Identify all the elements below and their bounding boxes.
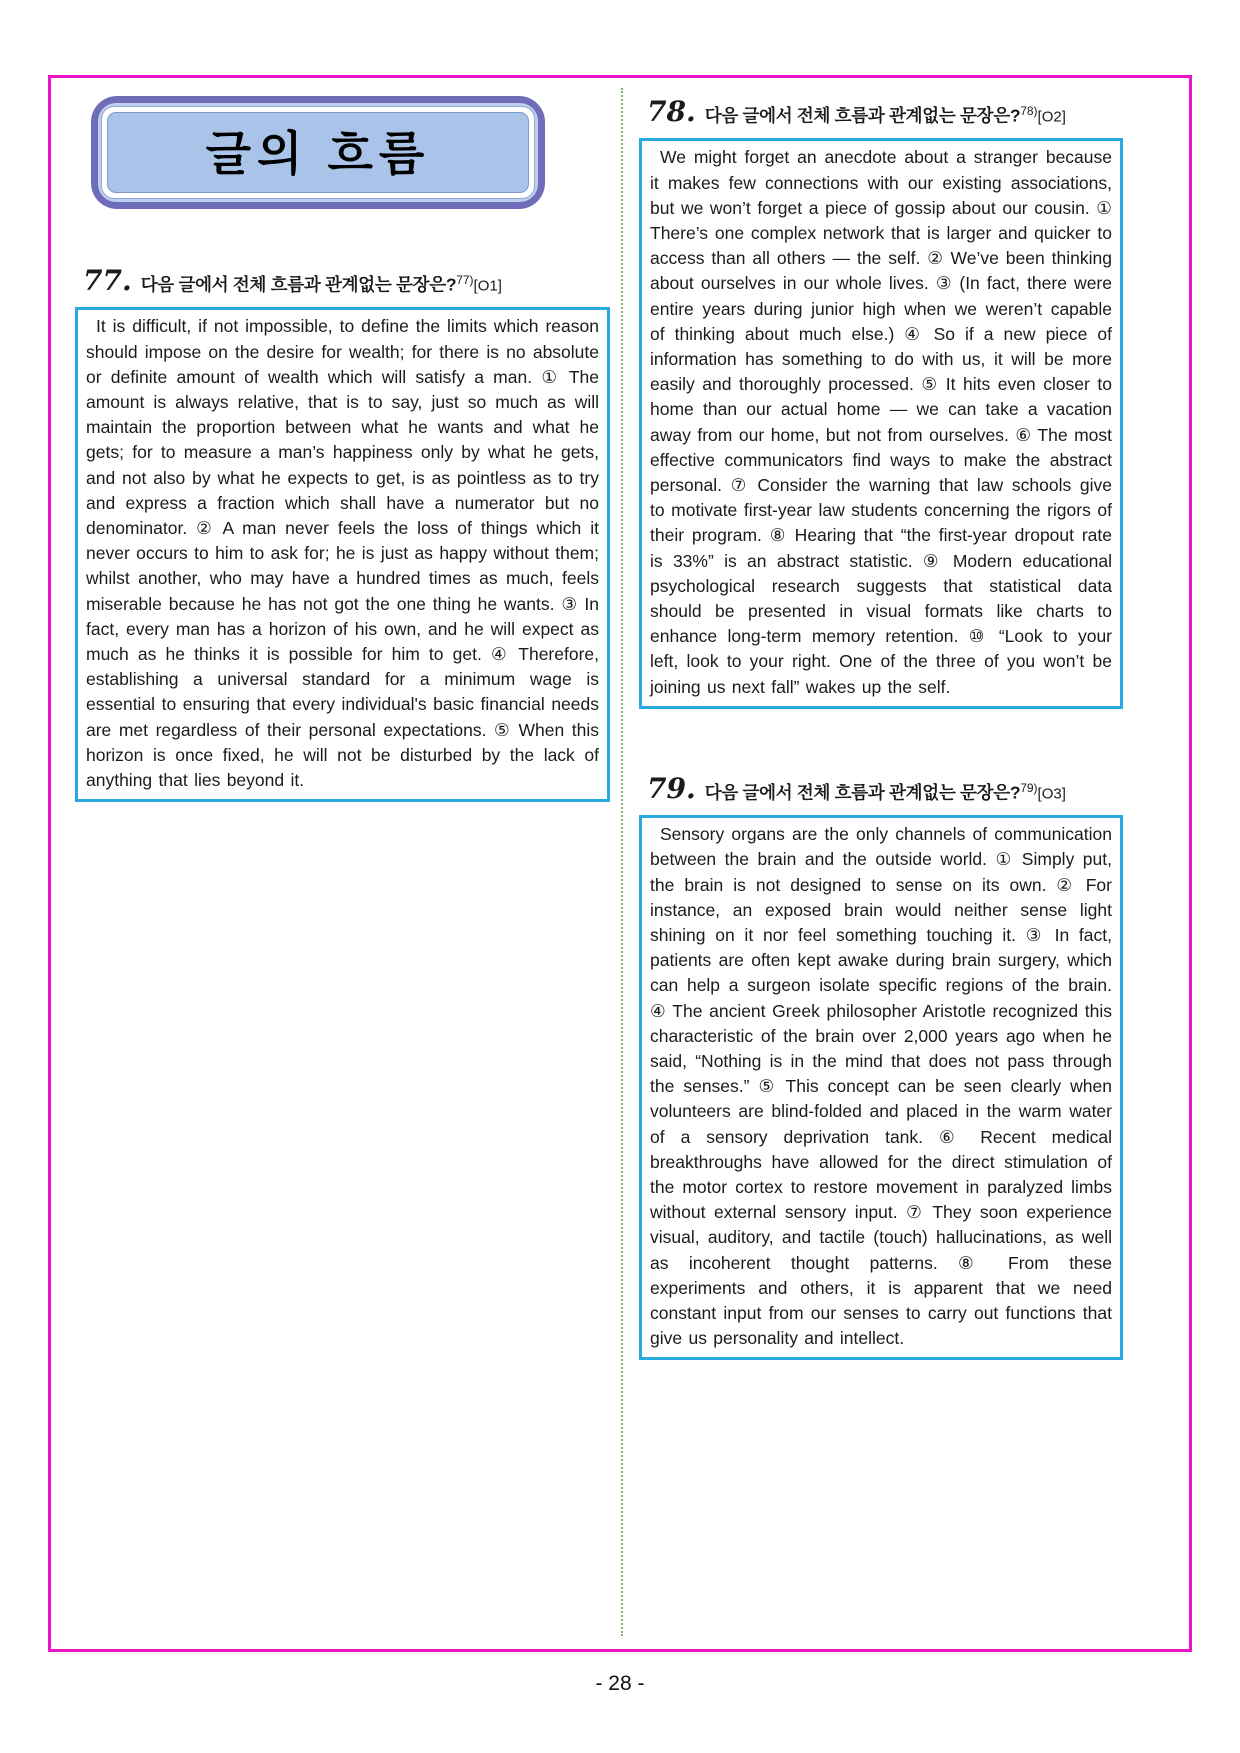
question-79-footnote-ref: 79)	[1020, 780, 1038, 795]
question-77-number: 77.	[83, 264, 132, 298]
page-title: 글의 흐름	[107, 112, 529, 193]
passage-box-77	[75, 307, 610, 802]
question-79-prompt: 다음 글에서 전체 흐름과 관계없는 문장은?	[704, 782, 1021, 803]
passage-text-78: We might forget an anecdote about a stranger because it makes few connections with our existing associations, but we won’t forget a piece of gossip about our cousin. ① There’s one complex network that is larger and quicker to access than all others — the self. ② We’ve been thinking about ourselves in our whole lives. ③ (In fact, there were entire years during junior high when we weren’t capable of thinking about much else.) ④ So if a new piece of information has something to do with us, it will be more easily and thoroughly processed. ⑤ It hits even closer to home than our actual home — we can take a vacation away from our home, but not from ourselves. ⑥ The most effective communicators find ways to make the abstract personal. ⑦ Consider the warning that law schools give to motivate first-year law students concerning the rigors of their program. ⑧ Hearing that “the first-year dropout rate is 33%” is an abstract statistic. ⑨ Modern educational psychological research suggests that statistical data should be presented in visual formats like charts to enhance long-term memory retention. ⑩ “Look to your left, look to your right. One of the three of you won’t be joining us next fall” wakes up the self.	[650, 147, 1112, 697]
question-78-code: [O2]	[1037, 108, 1066, 126]
passage-text-79: Sensory organs are the only channels of communication between the brain and the outside world. ① Simply put, the brain is not designed to sense on its own. ② For instance, an exposed brain would neither sense light shining on it nor feel something touching it. ③ In fact, patients are often kept awake during brain surgery, which can help a surgeon isolate specific regions of the brain. ④ The ancient Greek philosopher Aristotle recognized this characteristic of the brain over 2,000 years ago when he said, “Nothing is in the mind that does not pass through the senses.” ⑤ This concept can be seen clearly when volunteers are blind-folded and placed in the warm water of a sensory deprivation tank. ⑥ Recent medical breakthroughs have allowed for the direct stimulation of the motor cortex to restore movement in paralyzed limbs without external sensory input. ⑦ They soon experience visual, auditory, and tactile (touch) hallucinations, as well as incoherent thought patterns. ⑧ From these experiments and others, it is apparent that we need constant input from our senses to carry out functions that give us personality and intellect.	[650, 824, 1112, 1349]
column-divider	[621, 88, 623, 1636]
title-banner-ring	[98, 103, 538, 202]
title-banner-inner-ring	[101, 106, 535, 199]
question-78-number: 78.	[647, 95, 696, 129]
question-79-code: [O3]	[1037, 785, 1066, 803]
page-number: - 28 -	[595, 1672, 645, 1695]
passage-text-77: It is difficult, if not impossible, to define the limits which reason should impose on the desire for wealth; for there is no absolute or definite amount of wealth which will satisfy a man. ① The amount is always relative, that is to say, just so much as will maintain the proportion between what he wants and what he gets; for to measure a man’s happiness only by what he gets, and not also by what he expects to get, is as pointless as to try and express a fraction which shall have a numerator but no denominator. ② A man never feels the loss of things which it never occurs to him to ask for; he is just as happy without them; whilst another, who may have a hundred times as much, feels miserable because he has not got the one thing he wants. ③ In fact, every man has a horizon of his own, and he will expect as much as he thinks it is possible for him to get. ④ Therefore, establishing a universal standard for a minimum wage is essential to ensuring that every individual's basic financial needs are met regardless of their personal expectations. ⑤ When this horizon is once fixed, he will not be disturbed by the lack of anything that lies beyond it.	[86, 316, 599, 790]
passage-box-79	[639, 815, 1123, 1360]
passage-box-78	[639, 138, 1123, 708]
question-78-prompt: 다음 글에서 전체 흐름과 관계없는 문장은?	[704, 105, 1021, 126]
column-right	[639, 96, 1123, 1360]
question-77-header	[75, 265, 610, 301]
question-79-number: 79.	[647, 772, 696, 806]
question-78-footnote-ref: 78)	[1020, 104, 1038, 118]
column-left	[75, 96, 610, 802]
question-79-header	[639, 773, 1123, 809]
question-77-footnote-ref: 77)	[456, 273, 474, 287]
question-77-prompt: 다음 글에서 전체 흐름과 관계없는 문장은?	[140, 274, 457, 295]
question-77-code: [O1]	[473, 277, 502, 295]
title-banner	[91, 96, 545, 209]
question-78-header	[639, 96, 1123, 132]
